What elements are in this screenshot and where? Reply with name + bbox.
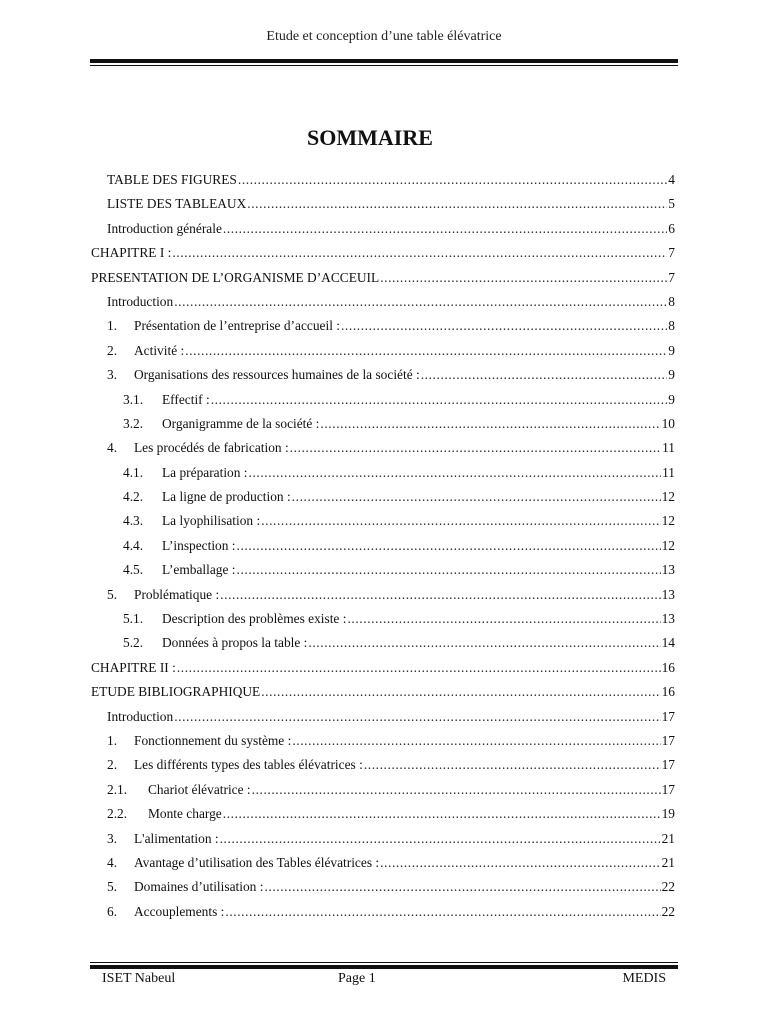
toc-entry-title: Introduction [107, 293, 174, 309]
toc-entry-number: 2. [107, 757, 118, 773]
toc-entry-page: 10 [661, 415, 675, 431]
toc-entry-page: 14 [661, 635, 675, 651]
toc-entry-page: 17 [661, 757, 675, 773]
toc-entry-title: Les procédés de fabrication : [134, 440, 289, 456]
toc-entry-number: 3.2. [123, 415, 144, 431]
toc-entry-page: 9 [668, 367, 675, 383]
toc-entry-number: 5. [107, 879, 118, 895]
toc-leader-dots [252, 778, 661, 802]
toc-leader-dots [247, 192, 667, 216]
toc-leader-dots [292, 729, 660, 753]
toc-leader-dots [238, 168, 667, 192]
header-rule-thin [90, 65, 678, 66]
toc-entry-title: Accouplements : [134, 903, 225, 919]
toc-entry[interactable] [91, 314, 675, 338]
toc-entry[interactable] [91, 631, 675, 655]
toc-entry-page: 16 [661, 659, 675, 675]
toc-entry-number: 3. [107, 367, 118, 383]
toc-entry-title: CHAPITRE I : [91, 245, 172, 261]
toc-entry-page: 13 [661, 586, 675, 602]
header-title: Etude et conception d’une table élévatrice [266, 29, 502, 44]
toc-entry-title: Chariot élévatrice : [148, 781, 251, 797]
toc-entry-title: L'alimentation : [134, 830, 219, 846]
footer-company: MEDIS [622, 971, 666, 986]
toc-leader-dots [211, 388, 668, 412]
toc-leader-dots [320, 412, 660, 436]
toc-entry[interactable] [91, 412, 675, 436]
toc-entry[interactable] [91, 900, 675, 924]
toc-entry-title: Avantage d’utilisation des Tables élévatrices : [134, 854, 380, 870]
toc-leader-dots [220, 827, 661, 851]
toc-entry-number: 2.2. [107, 806, 128, 822]
toc-entry[interactable] [91, 192, 675, 216]
toc-entry-page: 9 [668, 391, 675, 407]
toc-entry-number: 2. [107, 342, 118, 358]
toc-leader-dots [174, 290, 667, 314]
toc-entry-page: 21 [661, 854, 675, 870]
toc-leader-dots [223, 217, 667, 241]
toc-entry-number: 6. [107, 903, 118, 919]
toc-entry-page: 16 [661, 684, 675, 700]
toc-entry-title: La préparation : [162, 464, 248, 480]
toc-entry-page: 11 [662, 464, 675, 480]
toc-entry-page: 19 [661, 806, 675, 822]
toc-entry-title: Description des problèmes existe : [162, 611, 347, 627]
toc-entry[interactable] [91, 339, 675, 363]
footer-rule-thick [90, 965, 678, 969]
toc-entry-number: 5. [107, 586, 118, 602]
toc-entry[interactable] [91, 509, 675, 533]
toc-entry[interactable] [91, 705, 675, 729]
toc-entry-page: 4 [668, 172, 675, 187]
toc-entry-number: 4. [107, 440, 118, 456]
toc-leader-dots [177, 656, 661, 680]
toc-entry-title: TABLE DES FIGURES [107, 172, 237, 187]
toc-leader-dots [264, 875, 660, 899]
toc-entry-page: 12 [661, 513, 675, 529]
toc-leader-dots [380, 851, 661, 875]
toc-entry[interactable] [91, 875, 675, 899]
toc-entry-number: 2.1. [107, 781, 128, 797]
toc-entry[interactable] [91, 729, 675, 753]
toc-entry-title: L’inspection : [162, 537, 236, 553]
toc-leader-dots [249, 461, 662, 485]
toc-entry-number: 3. [107, 830, 118, 846]
page-number: Page 1 [338, 971, 376, 986]
toc-entry[interactable] [91, 168, 675, 192]
toc-leader-dots [364, 753, 661, 777]
toc-entry-page: 8 [668, 318, 675, 334]
toc-leader-dots [261, 680, 660, 704]
toc-leader-dots [223, 802, 661, 826]
toc-entry-title: Organigramme de la société : [162, 415, 320, 431]
toc-entry-page: 12 [661, 489, 675, 505]
toc-entry-page: 17 [661, 708, 675, 724]
toc-leader-dots [380, 266, 667, 290]
toc-entry[interactable] [91, 778, 675, 802]
toc-entry-page: 17 [661, 781, 675, 797]
toc-entry-title: Introduction [107, 708, 174, 724]
toc-entry-number: 5.1. [123, 611, 144, 627]
header-rule [90, 59, 678, 63]
toc-leader-dots [185, 339, 667, 363]
toc-entry[interactable] [91, 485, 675, 509]
toc-entry[interactable] [91, 558, 675, 582]
toc-entry-page: 17 [661, 732, 675, 748]
toc-entry-number: 1. [107, 318, 118, 334]
toc-entry-page: 13 [661, 611, 675, 627]
toc-entry-number: 4.4. [123, 537, 144, 553]
toc-entry-page: 13 [661, 562, 675, 578]
toc-entry-title: L’emballage : [162, 562, 236, 578]
toc-entry-page: 22 [661, 879, 675, 895]
toc-entry-page: 8 [668, 293, 675, 309]
footer-institution: ISET Nabeul [102, 971, 176, 986]
toc-entry[interactable] [91, 534, 675, 558]
toc-entry-title: Effectif : [162, 391, 210, 407]
toc-entry-page: 12 [661, 537, 675, 553]
toc-entry-title: La ligne de production : [162, 489, 291, 505]
toc-entry-page: 7 [668, 269, 675, 285]
toc-entry-title: Données à propos la table : [162, 635, 308, 651]
toc-entry[interactable] [91, 217, 675, 241]
toc-entry-number: 5.2. [123, 635, 144, 651]
toc-entry-number: 4.1. [123, 464, 144, 480]
toc-entry[interactable] [91, 656, 675, 680]
toc-entry[interactable] [91, 851, 675, 875]
toc-entry[interactable] [91, 680, 675, 704]
toc-entry-page: 11 [662, 440, 675, 456]
toc-entry-title: PRESENTATION DE L’ORGANISME D’ACCEUIL [91, 269, 380, 285]
toc-entry-page: 21 [661, 830, 675, 846]
toc-entry[interactable] [91, 290, 675, 314]
toc-entry[interactable] [91, 607, 675, 631]
toc-leader-dots [292, 485, 661, 509]
toc-leader-dots [308, 631, 660, 655]
table-of-contents [91, 168, 675, 924]
toc-entry[interactable] [91, 436, 675, 460]
toc-leader-dots [421, 363, 668, 387]
toc-entry-number: 1. [107, 732, 118, 748]
toc-entry-page: 5 [668, 196, 675, 212]
toc-entry[interactable] [91, 827, 675, 851]
toc-leader-dots [172, 241, 667, 265]
toc-entry[interactable] [91, 753, 675, 777]
toc-entry[interactable] [91, 461, 675, 485]
toc-entry-number: 4. [107, 854, 118, 870]
toc-entry[interactable] [91, 583, 675, 607]
toc-leader-dots [261, 509, 660, 533]
toc-entry-title: Activité : [134, 342, 185, 358]
toc-leader-dots [237, 558, 661, 582]
toc-entry-number: 3.1. [123, 391, 144, 407]
toc-entry[interactable] [91, 388, 675, 412]
toc-entry-title: La lyophilisation : [162, 513, 261, 529]
toc-leader-dots [237, 534, 661, 558]
toc-leader-dots [341, 314, 667, 338]
toc-entry-title: Les différents types des tables élévatrices : [134, 757, 363, 773]
toc-entry[interactable] [91, 363, 675, 387]
toc-leader-dots [347, 607, 660, 631]
toc-entry-page: 22 [661, 903, 675, 919]
toc-entry-title: CHAPITRE II : [91, 659, 176, 675]
toc-entry-title: Organisations des ressources humaines de la société : [134, 367, 420, 383]
toc-entry[interactable] [91, 266, 675, 290]
toc-entry-title: LISTE DES TABLEAUX [107, 196, 247, 212]
toc-entry-title: Introduction générale [107, 220, 222, 236]
toc-entry[interactable] [91, 241, 675, 265]
toc-entry-title: Domaines d’utilisation : [134, 879, 264, 895]
toc-entry-page: 7 [668, 245, 675, 261]
toc-entry-title: Monte charge [148, 806, 222, 822]
toc-entry-title: ETUDE BIBLIOGRAPHIQUE [91, 684, 261, 700]
footer-rule [90, 962, 678, 963]
toc-leader-dots [174, 705, 660, 729]
toc-title: SOMMAIRE [307, 125, 433, 150]
toc-entry-page: 9 [668, 342, 675, 358]
toc-entry[interactable] [91, 802, 675, 826]
toc-entry-title: Présentation de l’entreprise d’accueil : [134, 318, 340, 334]
toc-entry-number: 4.2. [123, 489, 144, 505]
toc-entry-title: Fonctionnement du système : [134, 732, 292, 748]
toc-entry-number: 4.5. [123, 562, 144, 578]
toc-leader-dots [290, 436, 661, 460]
toc-leader-dots [225, 900, 660, 924]
toc-leader-dots [220, 583, 660, 607]
toc-entry-title: Problématique : [134, 586, 220, 602]
toc-entry-page: 6 [668, 220, 675, 236]
toc-entry-number: 4.3. [123, 513, 144, 529]
